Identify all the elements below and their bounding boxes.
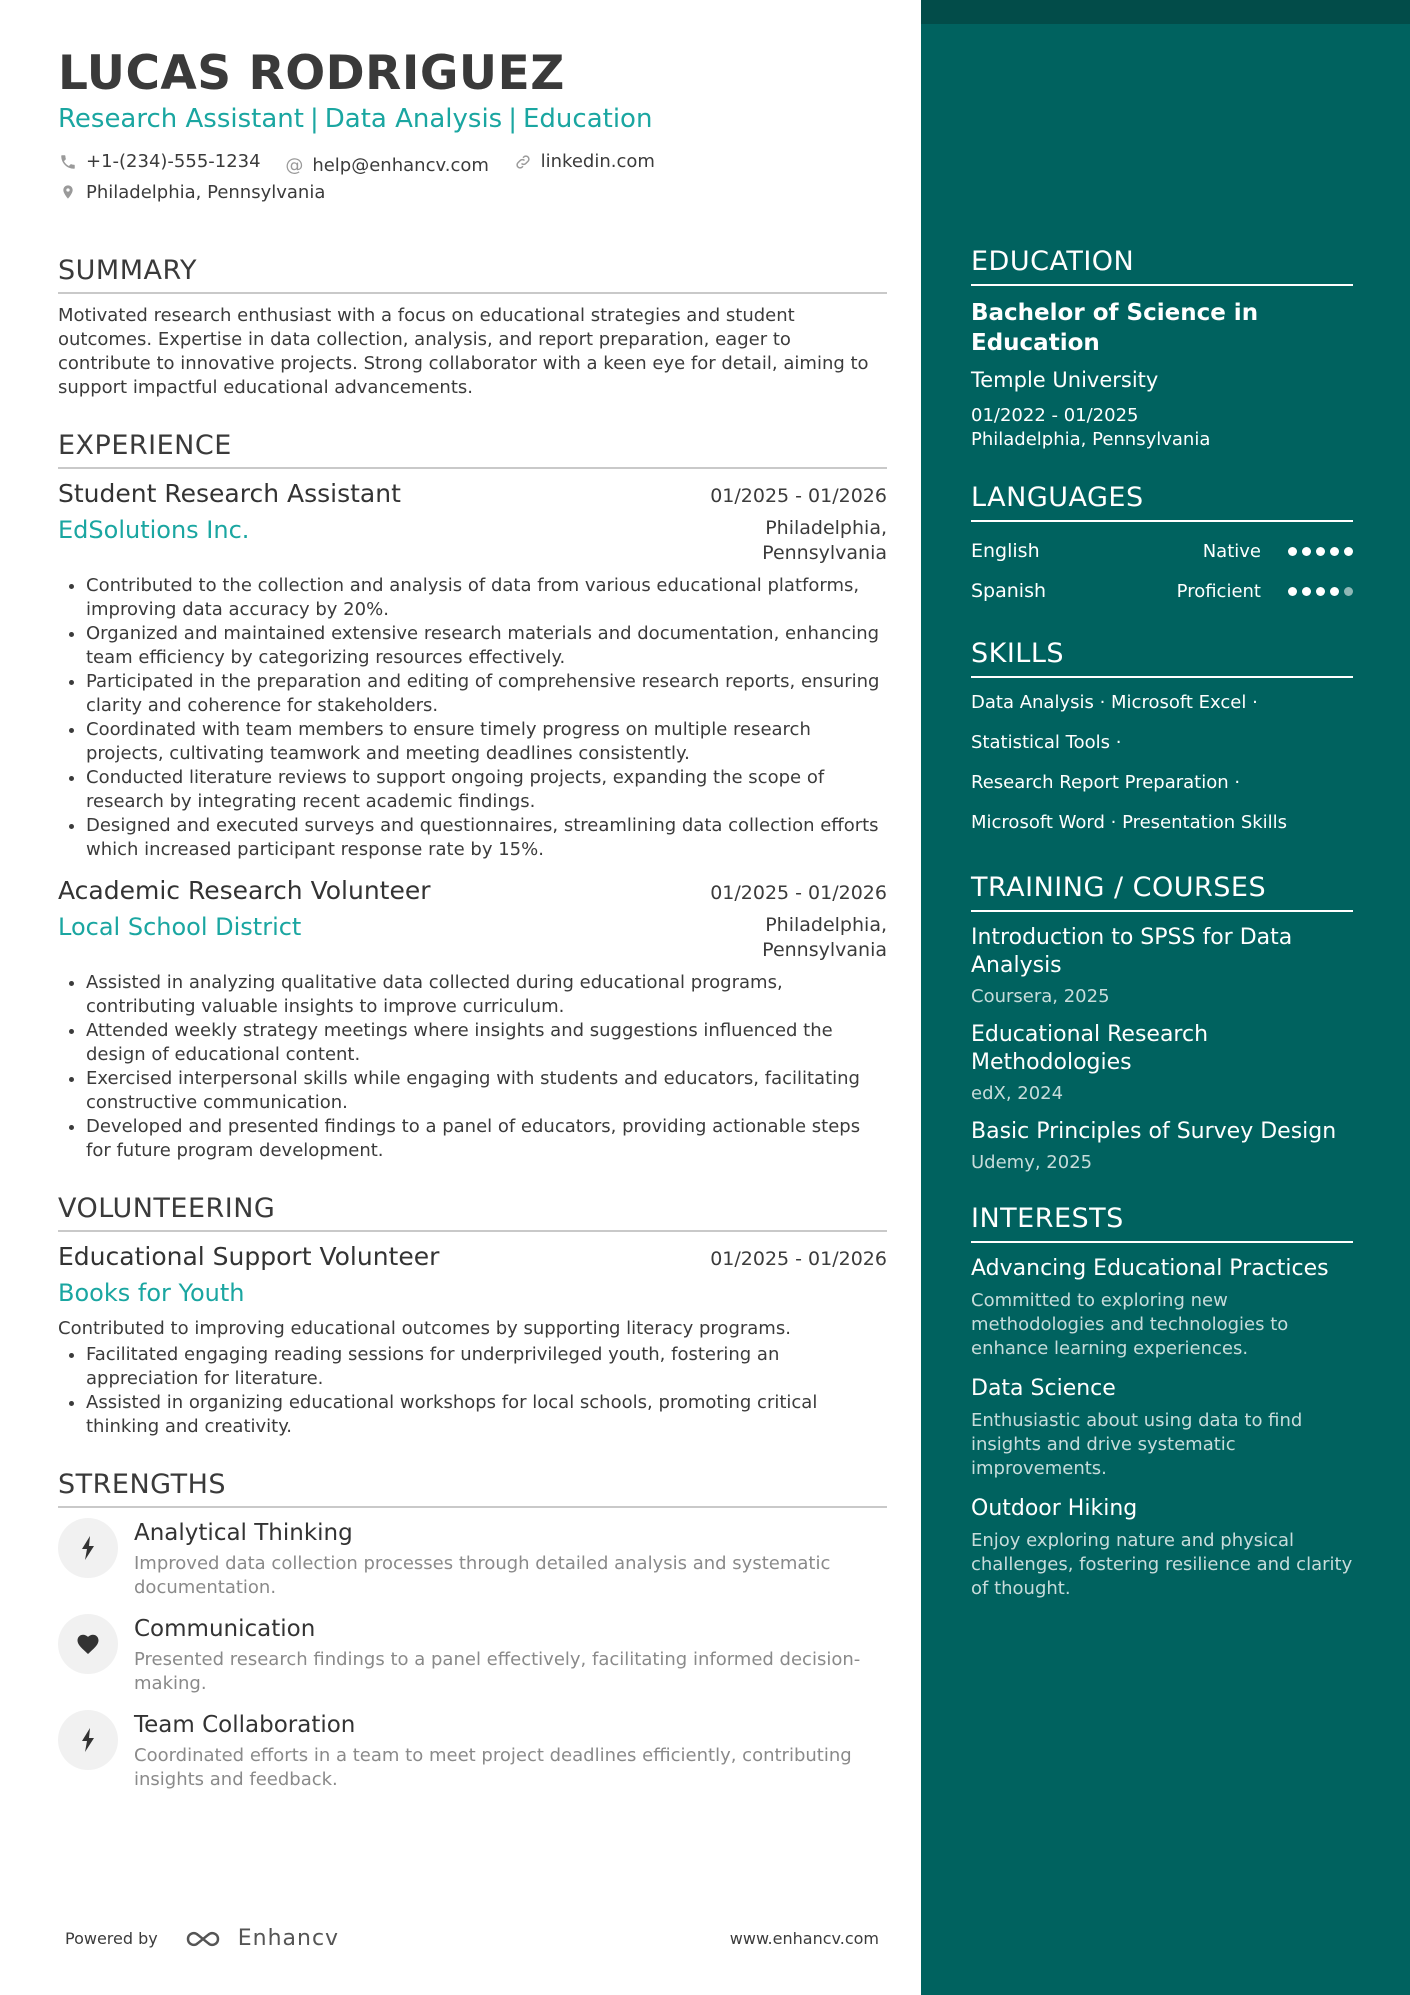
phone-contact[interactable] <box>58 148 261 175</box>
rating-dot-filled <box>1344 547 1353 556</box>
language-rating <box>1283 547 1353 556</box>
experience-title: EXPERIENCE <box>58 430 887 469</box>
job-dates: 01/2025 - 01/2026 <box>710 485 887 507</box>
language-row <box>971 574 1353 608</box>
education-location: Philadelphia, Pennsylvania <box>971 429 1211 450</box>
job-bullets <box>58 971 887 1163</box>
rating-dot-filled <box>1302 587 1311 596</box>
company-name: EdSolutions Inc. <box>58 516 250 544</box>
location-text: Philadelphia, Pennsylvania <box>86 181 326 203</box>
interests-title: INTERESTS <box>971 1203 1353 1243</box>
volunteer-description: Contributed to improving educational outcomes by supporting literacy programs. <box>58 1318 791 1339</box>
rating-dot-filled <box>1316 547 1325 556</box>
course-title: Basic Principles of Survey Design <box>971 1119 1337 1144</box>
strength-item <box>58 1710 887 1792</box>
summary-text: Motivated research enthusiast with a focus on educational strategies and student outcomes. Expertise in data collection, analysis, and report preparation, eager to contribute to innovative projects. Strong collaborator with a keen eye for detail, aiming to support impactful educational advancements. <box>58 305 869 398</box>
training-section <box>971 872 1353 1173</box>
volunteer-bullets <box>58 1343 887 1439</box>
powered-by-label: Powered by <box>65 1929 158 1948</box>
job-location <box>687 913 887 963</box>
course-title: Educational Research Methodologies <box>971 1022 1209 1075</box>
bullet-item: • Attended weekly strategy meetings where insights and suggestions influenced the design of educational content. <box>86 1019 887 1067</box>
education-dates: 01/2022 - 01/2025 <box>971 405 1139 426</box>
language-rating <box>1283 587 1353 596</box>
education-meta <box>971 404 1353 452</box>
bullet-item: • Organized and maintained extensive research materials and documentation, enhancing team efficiency by categorizing resources effectively. <box>86 622 887 670</box>
rating-dot-filled <box>1316 587 1325 596</box>
education-title: EDUCATION <box>971 246 1353 286</box>
interest-title: Data Science <box>971 1376 1116 1401</box>
strength-desc: Coordinated efforts in a team to meet project deadlines efficiently, contributing insights and feedback. <box>134 1745 852 1790</box>
job-location-line: Pennsylvania <box>762 939 887 961</box>
rating-dot-filled <box>1288 547 1297 556</box>
at-icon: @ <box>285 154 304 176</box>
job-title: Academic Research Volunteer <box>58 876 431 905</box>
footer <box>65 1926 879 1951</box>
volunteer-org: Books for Youth <box>58 1279 245 1307</box>
linkedin-text: linkedin.com <box>540 151 655 172</box>
education-school: Temple University <box>971 368 1159 392</box>
summary-title: SUMMARY <box>58 255 887 294</box>
languages-section <box>971 482 1353 608</box>
volunteering-entry <box>58 1242 887 1439</box>
bullet-item: • Contributed to the collection and analysis of data from various educational platforms, improving data accuracy by 20%. <box>86 574 887 622</box>
course-title: Introduction to SPSS for Data Analysis <box>971 925 1293 978</box>
heart-icon <box>58 1614 118 1674</box>
experience-entry <box>58 876 887 1163</box>
job-title: Student Research Assistant <box>58 479 401 508</box>
enhancv-logo-icon <box>184 1927 230 1951</box>
headline <box>58 102 887 136</box>
education-degree: Bachelor of Science in Education <box>971 300 1259 356</box>
interest-title: Outdoor Hiking <box>971 1496 1138 1521</box>
bullet-item: • Assisted in analyzing qualitative data collected during educational programs, contributing valuable insights to improve curriculum. <box>86 971 887 1019</box>
course-meta: edX, 2024 <box>971 1083 1064 1104</box>
sidebar <box>921 0 1410 1995</box>
language-name: English <box>971 540 1040 562</box>
rating-dot-filled <box>1330 587 1339 596</box>
phone-icon <box>58 152 78 172</box>
bullet-item: • Developed and presented findings to a panel of educators, providing actionable steps for future program development. <box>86 1115 887 1163</box>
email-contact[interactable] <box>284 152 489 179</box>
headline-separator: | <box>309 104 319 134</box>
bolt-icon <box>58 1710 118 1770</box>
rating-dot-empty <box>1344 587 1353 596</box>
strength-desc: Presented research findings to a panel effectively, facilitating informed decision-making. <box>134 1649 861 1694</box>
bullet-item: • Designed and executed surveys and questionnaires, streamlining data collection efforts which increased participant response rate by 15%. <box>86 814 887 862</box>
enhancv-logo[interactable] <box>184 1926 339 1951</box>
language-name: Spanish <box>971 580 1047 602</box>
rating-dot-filled <box>1302 547 1311 556</box>
contact-info <box>58 148 887 209</box>
strength-title: Communication <box>134 1616 316 1642</box>
course-meta: Coursera, 2025 <box>971 986 1110 1007</box>
rating-dot-filled <box>1330 547 1339 556</box>
job-dates: 01/2025 - 01/2026 <box>710 882 887 904</box>
bullet-item: • Conducted literature reviews to support ongoing projects, expanding the scope of research by integrating recent academic findings. <box>86 766 887 814</box>
skills-line: Data Analysis · Microsoft Excel · <box>971 692 1258 713</box>
headline-item: Education <box>522 104 653 134</box>
volunteering-title: VOLUNTEERING <box>58 1193 887 1232</box>
rating-dot-filled <box>1288 587 1297 596</box>
bullet-item: • Coordinated with team members to ensure timely progress on multiple research projects, cultivating teamwork and meeting deadlines consistently. <box>86 718 887 766</box>
bullet-item: • Facilitated engaging reading sessions for underprivileged youth, fostering an appreciation for literature. <box>86 1343 887 1391</box>
experience-entry <box>58 479 887 862</box>
interest-desc: Committed to exploring new methodologies and technologies to enhance learning experiences. <box>971 1290 1289 1359</box>
strength-desc: Improved data collection processes through detailed analysis and systematic documentation. <box>134 1553 831 1598</box>
candidate-name: LUCAS RODRIGUEZ <box>58 46 565 101</box>
skills-title: SKILLS <box>971 638 1353 678</box>
strength-title: Analytical Thinking <box>134 1520 353 1546</box>
company-name: Local School District <box>58 913 302 941</box>
strength-title: Team Collaboration <box>134 1712 356 1738</box>
headline-separator: | <box>508 104 517 134</box>
volunteer-dates: 01/2025 - 01/2026 <box>710 1248 887 1270</box>
bullet-item: • Exercised interpersonal skills while engaging with students and educators, facilitating constructive communication. <box>86 1067 887 1115</box>
bullet-item: • Assisted in organizing educational workshops for local schools, promoting critical thinking and creativity. <box>86 1391 887 1439</box>
languages-title: LANGUAGES <box>971 482 1353 522</box>
sidebar-top-bar <box>921 0 1410 24</box>
headline-item: Data Analysis <box>324 104 503 134</box>
interests-section <box>971 1203 1353 1601</box>
link-icon <box>513 152 533 172</box>
education-section <box>971 246 1353 452</box>
strength-item <box>58 1518 887 1600</box>
job-location-line: Philadelphia, <box>765 517 887 539</box>
job-location <box>687 516 887 566</box>
job-location-line: Philadelphia, <box>765 914 887 936</box>
training-title: TRAINING / COURSES <box>971 872 1353 912</box>
location-pin-icon <box>58 182 78 202</box>
phone-text: +1-(234)-555-1234 <box>86 151 261 172</box>
strength-item <box>58 1614 887 1696</box>
linkedin-contact[interactable] <box>513 148 655 175</box>
language-level: Native <box>1202 540 1261 562</box>
bullet-item: • Participated in the preparation and editing of comprehensive research reports, ensuring clarity and coherence for stakeholders. <box>86 670 887 718</box>
skills-line: Statistical Tools · <box>971 732 1122 753</box>
email-text: help@enhancv.com <box>312 154 489 176</box>
language-level: Proficient <box>1176 580 1261 602</box>
job-location-line: Pennsylvania <box>762 542 887 564</box>
brand-name: Enhancv <box>237 1926 340 1951</box>
interest-title: Advancing Educational Practices <box>971 1256 1329 1281</box>
course-meta: Udemy, 2025 <box>971 1152 1093 1173</box>
interest-desc: Enthusiastic about using data to find insights and drive systematic improvements. <box>971 1410 1303 1479</box>
language-row <box>971 534 1353 568</box>
strengths-title: STRENGTHS <box>58 1469 887 1508</box>
bolt-icon <box>58 1518 118 1578</box>
headline-item: Research Assistant <box>58 104 304 134</box>
skills-line: Microsoft Word · Presentation Skills <box>971 812 1288 833</box>
skills-section <box>971 638 1353 836</box>
job-bullets <box>58 574 887 862</box>
skills-line: Research Report Preparation · <box>971 772 1241 793</box>
volunteer-role: Educational Support Volunteer <box>58 1242 440 1271</box>
website-link[interactable]: www.enhancv.com <box>729 1929 879 1948</box>
interest-desc: Enjoy exploring nature and physical challenges, fostering resilience and clarity of thought. <box>971 1530 1353 1599</box>
location-contact <box>58 179 325 206</box>
